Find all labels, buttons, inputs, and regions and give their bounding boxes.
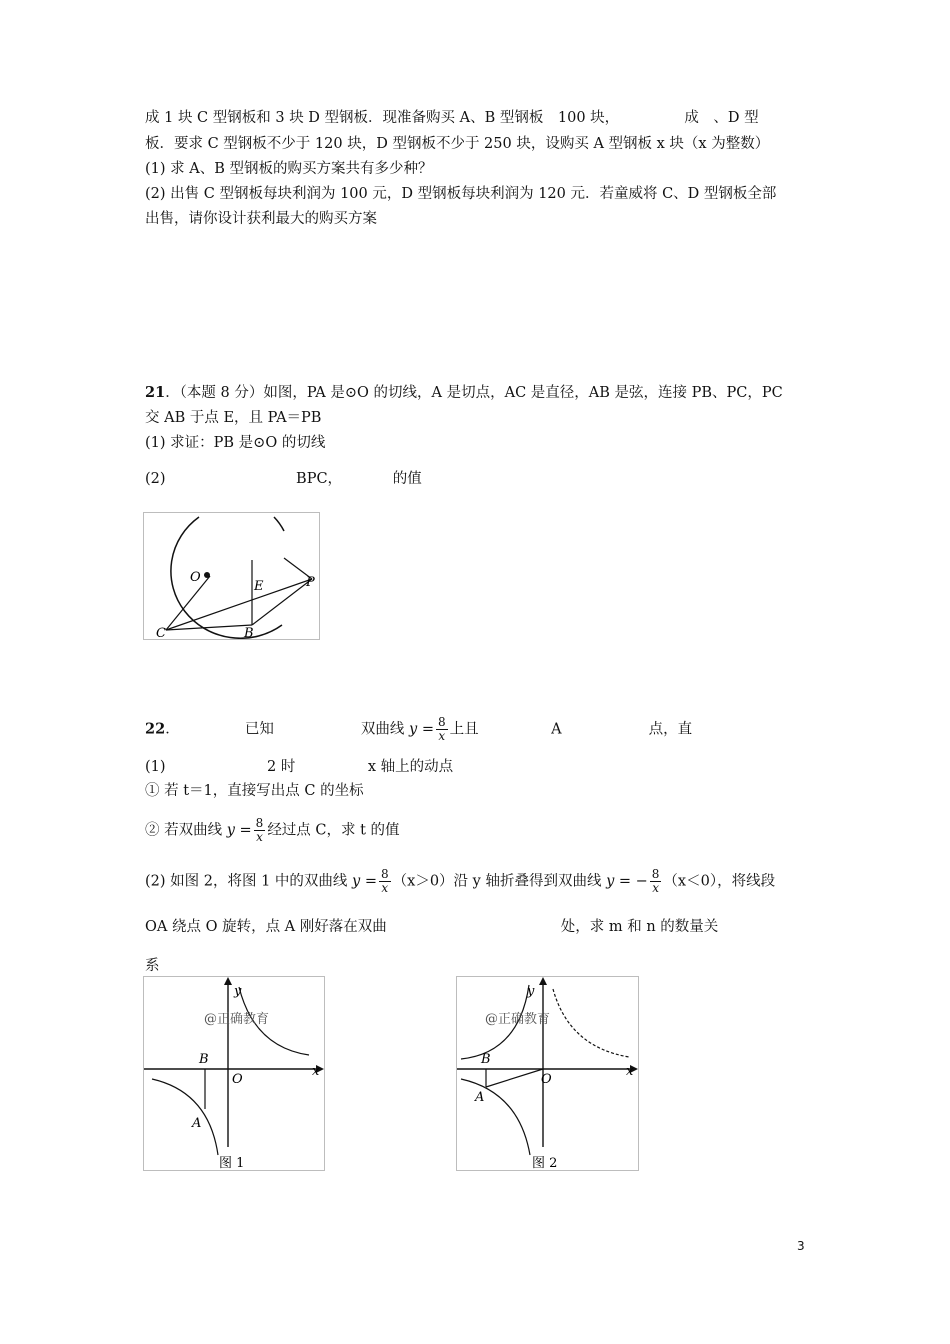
frac-den: x bbox=[381, 881, 389, 895]
figure2-graph bbox=[457, 977, 638, 1170]
p22-q2-b: （x＞0）沿 y 轴折叠得到双曲线 bbox=[392, 873, 602, 890]
circle-arc bbox=[171, 517, 282, 638]
frac-num: 8 bbox=[651, 867, 660, 881]
p22-text1b: 上且 A 点，直 bbox=[449, 721, 693, 738]
p22-figure2 bbox=[456, 976, 639, 1171]
p22-q2-fraction bbox=[379, 868, 391, 895]
p21-text1: ．（本题 8 分）如图，PA 是⊙O 的切线，A 是切点，AC 是直径，AB 是弦，连接 PB、PC，PC bbox=[165, 385, 783, 401]
p22-y-eq: y = bbox=[409, 721, 434, 738]
p22-text1a: ． 已知 双曲线 bbox=[165, 721, 405, 738]
p20-question2-line2: 出售，请你设计获利最大的购买方案 bbox=[145, 211, 377, 227]
p22-question2-line3: 系 bbox=[145, 958, 160, 974]
p22-question2-line2: OA 绕点 O 旋转，点 A 刚好落在双曲 处，求 m 和 n 的数量关 bbox=[145, 919, 719, 935]
p22-fraction bbox=[436, 716, 448, 743]
p21-question2: (2) BPC， 的值 bbox=[145, 471, 422, 487]
p22-sub2-y-eq: y = bbox=[226, 822, 252, 839]
segment-cp bbox=[166, 579, 312, 630]
frac-num: 8 bbox=[438, 715, 446, 729]
hyperbola-left bbox=[461, 1079, 530, 1155]
p21-diagram bbox=[144, 513, 319, 639]
label-o: O bbox=[541, 1072, 552, 1087]
page-number: 3 bbox=[797, 1239, 805, 1253]
p21-question1: (1) 求证：PB 是⊙O 的切线 bbox=[145, 435, 326, 451]
p20-line1: 成 1 块 C 型钢板和 3 块 D 型钢板．现准备购买 A、B 型钢板 100 块， 成 、D 型 bbox=[145, 110, 759, 126]
label-b: B bbox=[481, 1052, 491, 1067]
p22-line1 bbox=[145, 716, 692, 743]
frac-num: 8 bbox=[255, 816, 264, 830]
p21-line1 bbox=[145, 383, 783, 403]
watermark: @正确教育 bbox=[204, 1012, 270, 1027]
label-o: O bbox=[232, 1072, 243, 1087]
frac-den: x bbox=[652, 881, 659, 895]
label-b: B bbox=[244, 626, 254, 639]
label-x: x bbox=[312, 1064, 320, 1079]
p22-sub2 bbox=[145, 817, 400, 844]
label-b: B bbox=[199, 1052, 209, 1067]
label-y: y bbox=[527, 984, 535, 999]
label-a: A bbox=[475, 1090, 485, 1105]
fig2-caption: 图 2 bbox=[532, 1156, 558, 1170]
label-p: P bbox=[306, 575, 315, 590]
hyperbola-left bbox=[152, 1079, 218, 1155]
p21-line2: 交 AB 于点 E，且 PA＝PB bbox=[145, 410, 322, 426]
p22-figure1 bbox=[143, 976, 325, 1171]
label-o: O bbox=[190, 570, 201, 585]
p20-question1: (1) 求 A、B 型钢板的购买方案共有多少种？ bbox=[145, 161, 433, 177]
label-x: x bbox=[626, 1064, 634, 1079]
label-y: y bbox=[234, 984, 242, 999]
frac-den: x bbox=[256, 830, 263, 844]
p21-figure bbox=[143, 512, 320, 640]
p20-line2: 板．要求 C 型钢板不少于 120 块，D 型钢板不少于 250 块，设购买 A 型钢板 x 块（x 为整数） bbox=[145, 136, 770, 152]
p22-q2-c: （x＜0），将线段 bbox=[663, 873, 776, 890]
figure1-graph bbox=[144, 977, 324, 1170]
p21-number: 21 bbox=[145, 384, 166, 401]
p22-question2 bbox=[145, 868, 775, 895]
p22-q2-y-eq: y = bbox=[352, 873, 377, 890]
watermark: @正确教育 bbox=[485, 1012, 551, 1027]
p22-q2-a: (2) 如图 2，将图 1 中的双曲线 bbox=[145, 873, 348, 890]
center-point bbox=[204, 572, 210, 578]
fig1-caption: 图 1 bbox=[219, 1156, 245, 1170]
label-e: E bbox=[254, 579, 264, 594]
p22-sub2-fraction bbox=[254, 817, 266, 844]
label-a: A bbox=[192, 1116, 202, 1131]
p22-q2-neg-y-eq: y = − bbox=[606, 873, 648, 890]
frac-den: x bbox=[438, 729, 446, 743]
circle-arc-top bbox=[274, 517, 284, 531]
p22-q2-neg-fraction bbox=[650, 868, 662, 895]
p20-question2-line1: (2) 出售 C 型钢板每块利润为 100 元，D 型钢板每块利润为 120 元．若童威将 C、D 型钢板全部 bbox=[145, 186, 777, 202]
label-c: C bbox=[156, 626, 166, 639]
p22-line2: (1) 2 时 x 轴上的动点 bbox=[145, 759, 729, 775]
p22-sub1: ① 若 t＝1，直接写出点 C 的坐标 bbox=[145, 783, 364, 799]
hyperbola-right-dashed bbox=[553, 989, 629, 1057]
y-axis-arrow bbox=[224, 977, 232, 985]
p22-number: 22 bbox=[145, 720, 166, 738]
p22-sub2-a: ② 若双曲线 bbox=[145, 822, 223, 839]
frac-num: 8 bbox=[381, 867, 389, 881]
p22-sub2-b: 经过点 C，求 t 的值 bbox=[267, 822, 400, 839]
segment-oa bbox=[486, 1069, 543, 1087]
y-axis-arrow bbox=[539, 977, 547, 985]
